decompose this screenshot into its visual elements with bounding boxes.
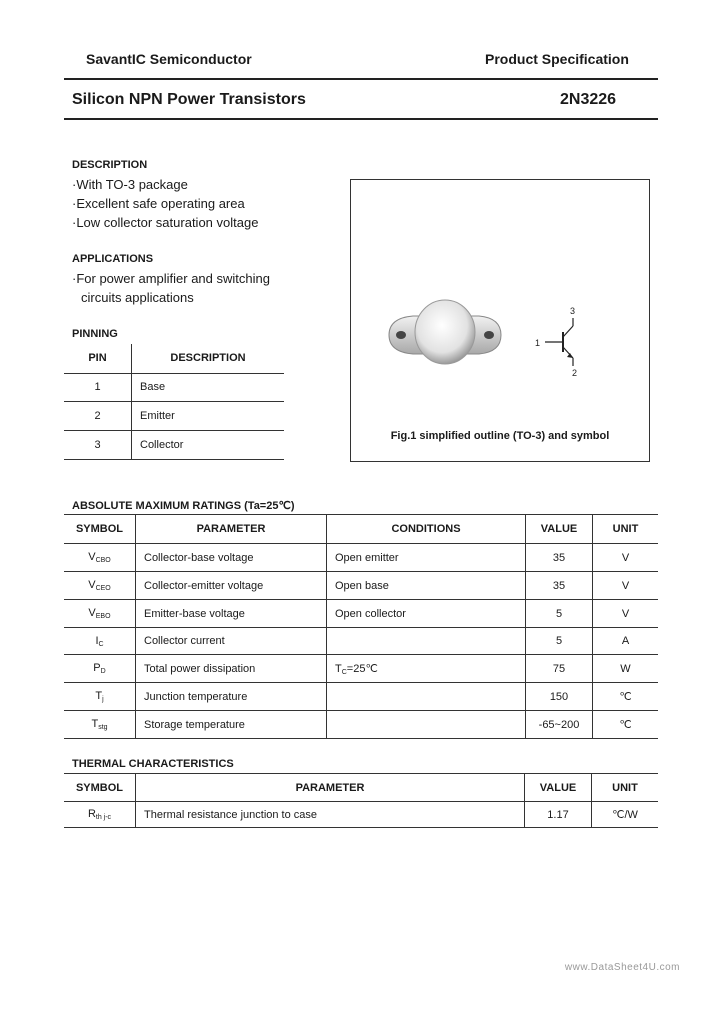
pin-label-3: 3: [570, 306, 576, 316]
applications-title: APPLICATIONS: [72, 253, 154, 265]
symbol-cell: $V_{EBO}$: [64, 600, 136, 628]
condition-cell: $T_C=25℃$: [327, 655, 526, 683]
unit-header: UNIT: [612, 781, 638, 794]
pin-header: PIN: [64, 344, 132, 373]
table-row: [64, 711, 658, 739]
header-rule-top: [64, 78, 658, 80]
pin-description: Emitter: [140, 409, 175, 422]
condition-cell: [327, 711, 526, 739]
conditions-header: CONDITIONS: [327, 515, 526, 544]
thermal-table: [64, 773, 658, 828]
value-cell: 150: [526, 683, 593, 711]
table-row: [64, 628, 658, 655]
unit-cell: ℃/W: [612, 809, 638, 821]
value-cell: -65~200: [526, 711, 593, 739]
parameter-cell: Collector-base voltage: [136, 544, 327, 572]
condition-cell: Open base: [327, 572, 526, 600]
condition-cell: [327, 628, 526, 655]
description-item: ·Low collector saturation voltage: [72, 215, 259, 230]
parameter-header: PARAMETER: [136, 515, 327, 544]
parameter-cell: Collector current: [136, 628, 327, 655]
unit-header: UNIT: [612, 523, 639, 535]
symbol-cell: $R_{th j-c}$: [64, 802, 136, 828]
table-row: [64, 544, 658, 572]
unit-cell: V: [621, 551, 630, 564]
value-cell: 75: [526, 655, 593, 683]
value-cell: 5: [526, 600, 593, 628]
parameter-cell: Total power dissipation: [136, 655, 327, 683]
unit-cell: V: [621, 607, 630, 620]
symbol-cell: $V_{CEO}$: [64, 572, 136, 600]
symbol-cell: $P_D$: [64, 655, 136, 683]
value-header: VALUE: [525, 774, 592, 802]
parameter-cell: Junction temperature: [136, 683, 327, 711]
unit-cell: A: [621, 635, 630, 647]
watermark: www.DataSheet4U.com: [564, 962, 680, 973]
figure-box: [350, 179, 650, 462]
pin-description: Collector: [140, 438, 184, 451]
symbol-cell: $T_j$: [64, 683, 136, 711]
abs-max-title: ABSOLUTE MAXIMUM RATINGS (Ta=25℃): [72, 500, 295, 512]
thermal-title: THERMAL CHARACTERISTICS: [72, 758, 234, 770]
pin-description-header: DESCRIPTION: [170, 352, 246, 365]
product-line: Silicon NPN Power Transistors: [72, 91, 306, 108]
table-row: [64, 401, 284, 430]
pin-number: 1: [64, 373, 132, 401]
pinning-title: PINNING: [72, 328, 118, 340]
value-cell: 35: [526, 544, 593, 572]
value-cell: 35: [526, 572, 593, 600]
table-row: [64, 572, 658, 600]
figure-caption: Fig.1 simplified outline (TO-3) and symbol: [390, 430, 610, 442]
condition-cell: Open collector: [327, 600, 526, 628]
application-line: circuits applications: [81, 290, 194, 305]
pin-number: 3: [64, 430, 132, 459]
table-row: [64, 430, 284, 459]
pin-number: 2: [64, 401, 132, 430]
pin-description: Base: [140, 381, 166, 393]
header-rule-bottom: [64, 118, 658, 120]
condition-cell: Open emitter: [327, 544, 526, 572]
description-item: ·With TO-3 package: [72, 177, 188, 192]
parameter-cell: Storage temperature: [136, 711, 327, 739]
pin-label-2: 2: [572, 368, 578, 378]
value-header: VALUE: [526, 515, 593, 544]
parameter-cell: Collector-emitter voltage: [136, 572, 327, 600]
table-row: [64, 802, 658, 828]
unit-cell: ℃: [619, 719, 632, 731]
pinning-table: [64, 344, 284, 460]
parameter-cell: Emitter-base voltage: [136, 600, 327, 628]
to3-package-illustration: [351, 180, 649, 420]
table-row: [64, 600, 658, 628]
parameter-header: PARAMETER: [136, 774, 525, 802]
table-row: [64, 683, 658, 711]
table-row: [64, 655, 658, 683]
abs-max-table: [64, 514, 658, 739]
symbol-cell: $V_{CBO}$: [64, 544, 136, 572]
symbol-cell: $T_{stg}$: [64, 711, 136, 739]
symbol-header: SYMBOL: [64, 515, 136, 544]
unit-cell: V: [621, 579, 630, 592]
unit-cell: ℃: [619, 691, 632, 703]
value-cell: 5: [526, 628, 593, 655]
symbol-header: SYMBOL: [64, 774, 136, 802]
doc-type: Product Specification: [485, 51, 629, 67]
part-number: 2N3226: [560, 91, 617, 108]
table-row: [64, 373, 284, 401]
application-line: ·For power amplifier and switching: [72, 271, 270, 286]
description-title: DESCRIPTION: [72, 159, 148, 171]
value-cell: 1.17: [525, 802, 592, 828]
unit-cell: W: [620, 662, 631, 675]
condition-cell: [327, 683, 526, 711]
symbol-cell: $I_C$: [64, 628, 136, 655]
description-item: ·Excellent safe operating area: [72, 196, 245, 211]
parameter-cell: Thermal resistance junction to case: [136, 802, 525, 828]
company-name: SavantIC Semiconductor: [86, 51, 252, 67]
pin-label-1: 1: [535, 338, 541, 348]
